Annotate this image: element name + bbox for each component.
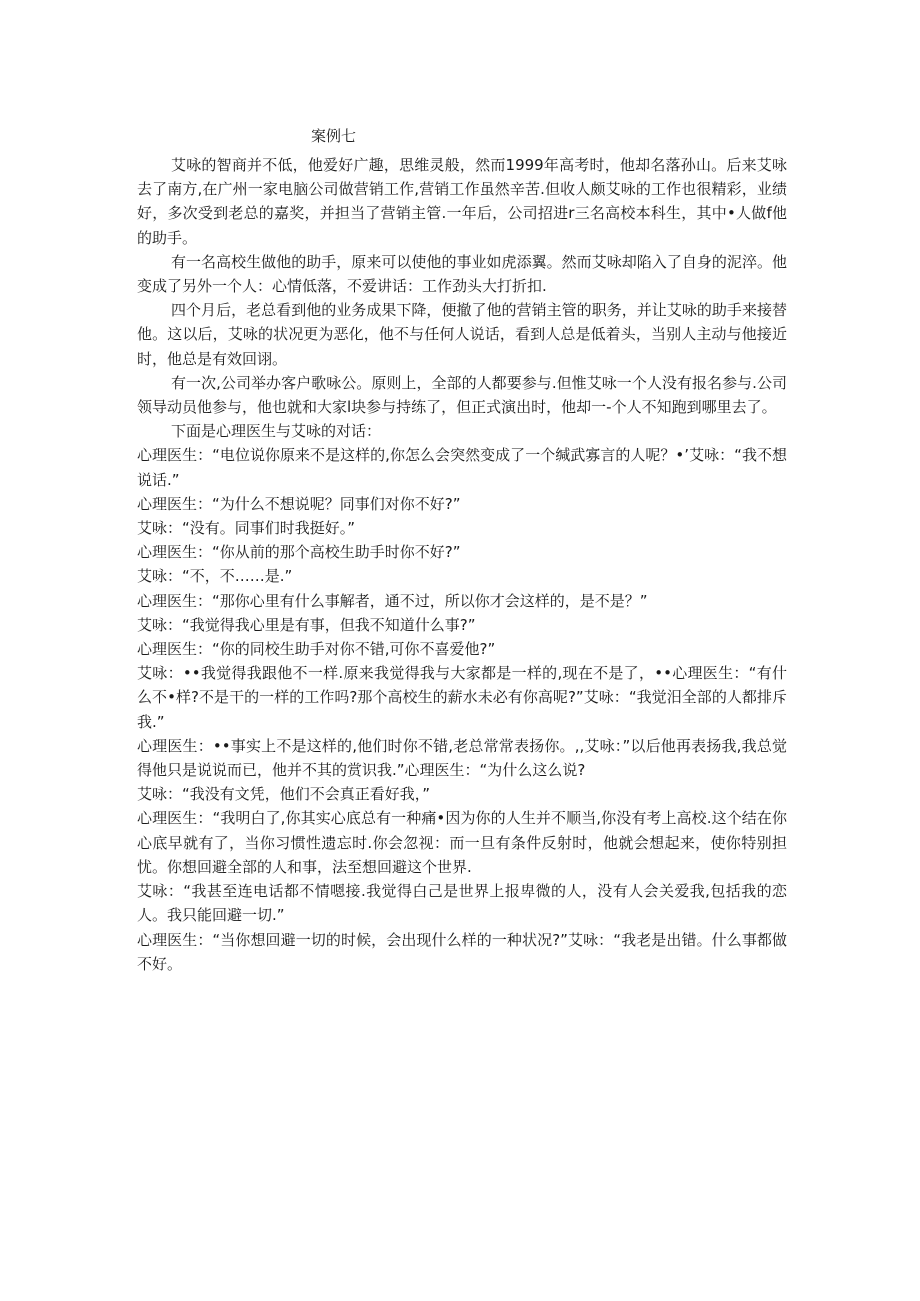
dialogue-line: 艾咏：“我甚至连电话都不情嗯接.我觉得白己是世界上报卑微的人，没有人会关爱我,包括我的恋人。我只能回避一切.” bbox=[137, 882, 787, 925]
dialogue-line: 心理医生：“为什么不想说呢？同事们对你不好?” bbox=[137, 494, 461, 513]
dialogue-line: 心理医生：“电位说你原来不是这样的,你怎么会突然变成了一个缄武寡言的人呢？•’艾咏：“我不想说话.” bbox=[137, 446, 787, 489]
dialogue-line: 艾咏：“我没有文凭，他们不会真正看好我，” bbox=[137, 785, 431, 804]
dialogue-line: 艾咏：“我觉得我心里是有事，但我不知道什么事?” bbox=[137, 615, 476, 634]
paragraph: 艾咏的智商并不低，他爱好广趣，思维灵般，然而1999年高考时，他却名落孙山。后来艾咏去了南方,在广州一家电脑公司做营销工作,营销工作虽然辛苦.但收人颇艾咏的工作也很精彩，业绩好，多次受到老总的嘉奖，并担当了营销主管.一年后，公司招进r三名高校本科生，其中•人做f他的助手。 bbox=[137, 156, 787, 247]
dialogue-line: 艾咏：••我觉得我跟他不一样.原来我觉得我与大家都是一样的,现在不是了，••心理医生：“有什么不•样?不是干的一样的工作吗?那个高校生的薪水未必有你高呢?”艾咏：“我觉汨全部的人都排斥我.” bbox=[137, 664, 787, 731]
paragraph: 四个月后，老总看到他的业务成果下降，便撤了他的营销主管的职务，并让艾咏的助手来接替他。这以后，艾咏的状况更为恶化，他不与任何人说话，看到人总是低着头，当别人主动与他接近时，他总是有效回诩。 bbox=[137, 301, 787, 368]
paragraph: 有一名高校生做他的助手，原来可以使他的事业如虎添翼。然而艾咏却陷入了自身的泥淬。他变成了另外一个人：心情低落，不爱讲话：工作劲头大打折扣. bbox=[137, 252, 787, 296]
dialogue-line: 心理医生：“你的同校生助手对你不错,可你不喜爱他?” bbox=[137, 640, 496, 659]
document-title: 案例七 bbox=[311, 127, 357, 145]
dialogue-line: 艾咏：“不，不……是.” bbox=[137, 567, 293, 586]
dialogue-line: 心理医生：“我明白了,你其实心底总有一种痛•因为你的人生并不顺当,你没有考上高校.这个结在你心底早就有了，当你习惯性遗忘时.你会忽视：而一旦有条件反射时，他就会想起来，使你特别担忧。你想回避全部的人和事，法至想回避这个世界. bbox=[137, 809, 787, 876]
paragraph: 下面是心理医生与艾咏的对话： bbox=[171, 422, 382, 441]
paragraph: 有一次,公司举办客户歌咏公。原则上，全部的人都要参与.但惟艾咏一个人没有报名参与.公司领导动员他参与，他也就和大家l块参与持练了，但正式演出时，他却一-个人不知跑到哪里去了。 bbox=[137, 373, 787, 417]
dialogue-line: 心理医生：“那你心里有什么事解者，通不过，所以你才会这样的，是不是？” bbox=[137, 591, 648, 610]
dialogue-line: 艾咏：“没有。同事们时我挺好。” bbox=[137, 519, 356, 538]
dialogue-line: 心理医生：••事实上不是这样的,他们时你不错,老总常常表扬你。,,艾咏：”以后他再表扬我,我总觉得他只是说说而已，他并不其的赏识我.”心理医生：“为什么这么说? bbox=[137, 736, 787, 780]
dialogue-line: 心理医生：“当你想回避一切的时候，会出现什么样的一种状况?”艾咏：“我老是出错。什么事都做不好。 bbox=[137, 930, 787, 973]
dialogue-line: 心理医生：“你从前的那个高校生助手时你不好?” bbox=[137, 543, 461, 562]
document-body bbox=[137, 153, 787, 976]
